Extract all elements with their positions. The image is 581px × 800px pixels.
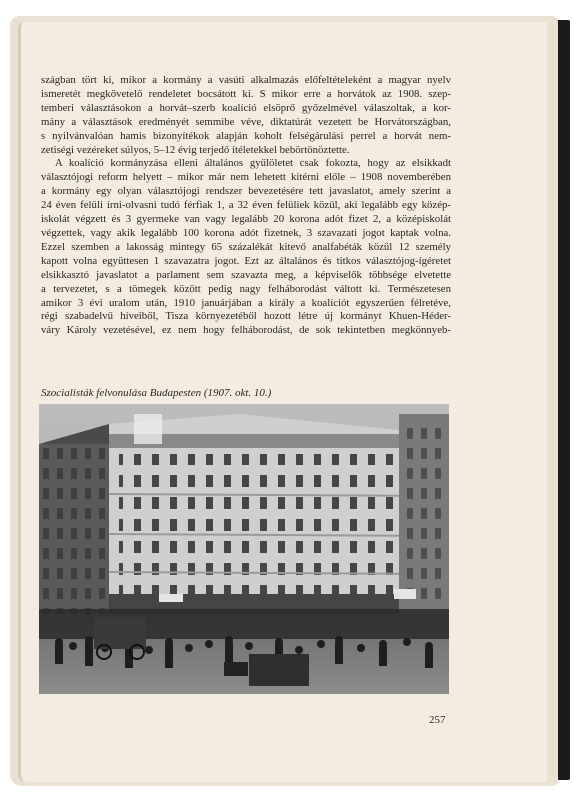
text-line: amikor 3 évi uralom után, 1910 januárjában a király a koalíciót egyszerűen félretéve, <box>41 296 451 309</box>
text-line: váry Károly vezetésével, ez nem hogy felháborodást, de sok tekintetben megkönnyeb- <box>41 324 451 337</box>
body-text <box>41 74 451 338</box>
text-line: szágban tört ki, mikor a kormány a vasúti alkalmazás előfeltételeként a magyar nyelv <box>41 74 451 86</box>
text-line: mány a választások eredményét semmibe véve, diktatúrát vezetett be Horvátországban, <box>41 115 451 128</box>
text-line: ismeretét megkövetelő rendeletet bocsátott ki. S mikor erre a horvátok az 1908. szep- <box>41 87 451 100</box>
text-line: iskolát végzett és 3 gyermeke van vagy legalább 20 korona adót fizet 2, a középiskolát <box>41 213 451 226</box>
text-line: 24 éven felüli írni-olvasni tudó férfiak 1, a 32 éven felüliek közül, aki legalább egy közép- <box>41 199 451 212</box>
text-line: végzettek, vagy akik legalább 100 korona adót fizetnek, 3 szavazati jogot kaptak volna. <box>41 226 451 239</box>
text-line: zetiségi vezéreket súlyos, 5–12 évig terjedő ítéletekkel bebörtönöztette. <box>41 143 350 156</box>
text-line: elsikkasztó javaslatot a parlament sem szavazta meg, a képviselők többsége elvetette <box>41 268 451 281</box>
historical-photo <box>39 404 449 694</box>
page-number: 257 <box>429 714 446 726</box>
book-page <box>18 22 547 782</box>
text-line: temberi választásokon a horvát–szerb koalíció elsöprő győzelmével válaszoltak, a kor- <box>41 101 451 114</box>
text-line: kapott volna együttesen 1 szavazatra jogot. Ezt az általános és titkos választójog-ígéretet <box>41 254 451 267</box>
photo-caption: Szocialisták felvonulása Budapesten (1907. okt. 10.) <box>41 387 272 399</box>
text-line: Ezzel szemben a lakosság mintegy 65 százalékát kitevő analfabéták közül 12 személy <box>41 240 451 253</box>
text-line: a kormány egy olyan választójogi rendszer bevezetésére tett javaslatot, amely szerint a <box>41 185 451 198</box>
text-line: a tervezetet, s a tömegek között pedig nagy felháborodást váltott ki. Természetesen <box>41 282 451 295</box>
text-line: régi szabadelvű híveiből, Tisza környezetéből hozott létre új kormányt Khuen-Héder- <box>41 310 451 323</box>
text-line: A koalíció kormányzása elleni általános gyűlöletet csak fokozta, hogy az elsikkadt <box>55 157 451 170</box>
text-line: s nyilvánvalóan hamis bizonyítékok alapján koholt felségárulási perrel a horvát nem- <box>41 129 451 142</box>
text-line: választójogi reform helyett – mikor már nem lehetett kitérni előle – 1908 novemberében <box>41 171 451 184</box>
